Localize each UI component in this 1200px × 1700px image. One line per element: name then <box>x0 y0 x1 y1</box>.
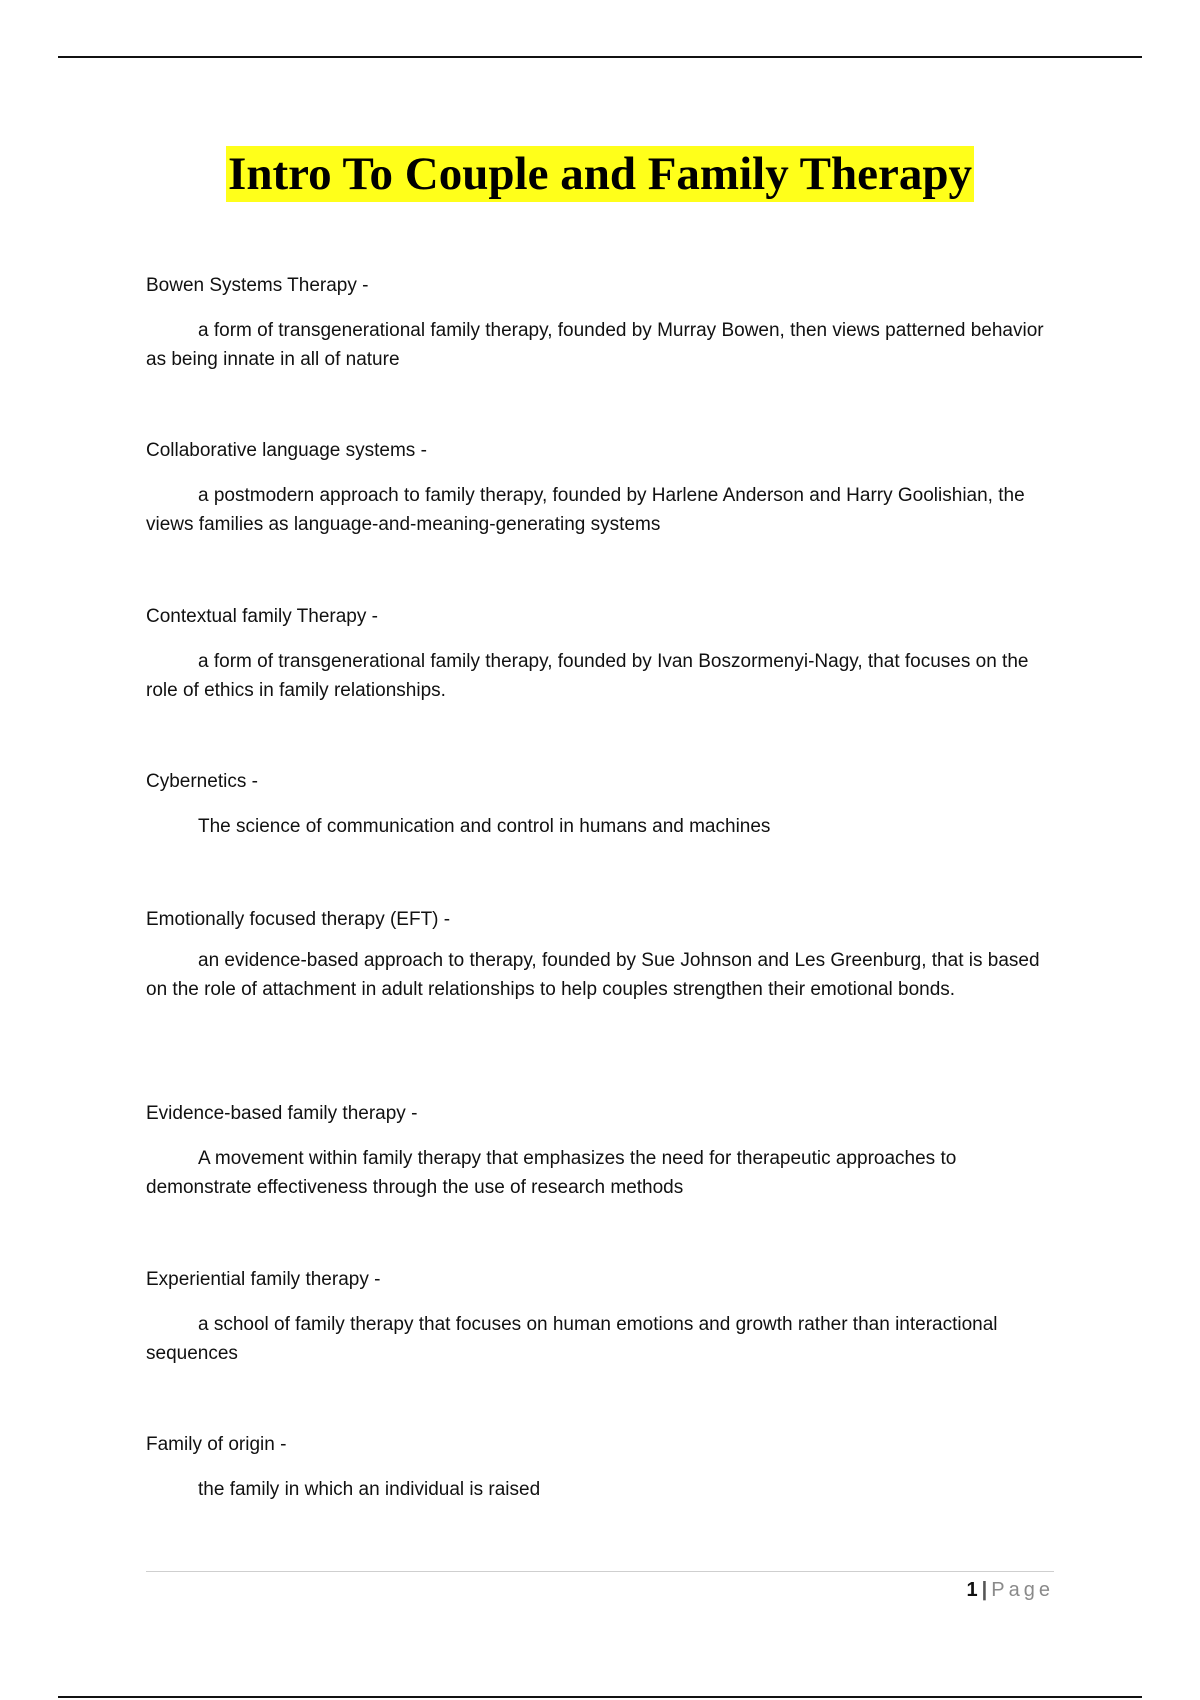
page-label: Page <box>991 1579 1054 1601</box>
entry-term: Bowen Systems Therapy - <box>146 275 369 296</box>
page-footer <box>967 1576 1054 1604</box>
entry-definition: a form of transgenerational family therapy, founded by Murray Bowen, then views patterned behavior as being innate in all of nature <box>146 320 1044 370</box>
title-container <box>0 146 1200 202</box>
glossary-entry <box>146 603 1056 768</box>
glossary-entry <box>146 437 1056 603</box>
glossary-entry <box>146 906 1056 1100</box>
glossary-entry <box>146 1266 1056 1431</box>
glossary-entry <box>146 272 1056 437</box>
bottom-border-rule <box>58 1696 1142 1698</box>
footer-divider <box>146 1571 1054 1572</box>
entry-definition: a postmodern approach to family therapy, founded by Harlene Anderson and Harry Goolishian, the views families as language-and-meaning-generating systems <box>146 485 1025 535</box>
entry-term: Experiential family therapy - <box>146 1269 381 1290</box>
page-number: 1 <box>966 1579 978 1601</box>
entry-term: Collaborative language systems - <box>146 440 427 461</box>
entry-definition: the family in which an individual is raised <box>198 1479 541 1500</box>
entry-term: Evidence-based family therapy - <box>146 1103 418 1124</box>
entry-definition: A movement within family therapy that emphasizes the need for therapeutic approaches to demonstrate effectiveness through the use of research methods <box>146 1148 957 1198</box>
entry-term: Cybernetics - <box>146 771 258 792</box>
entry-term: Contextual family Therapy - <box>146 606 378 627</box>
glossary-entry <box>146 1431 1056 1504</box>
top-border-rule <box>58 56 1142 58</box>
entry-term: Family of origin - <box>146 1434 287 1455</box>
document-title: Intro To Couple and Family Therapy <box>228 148 972 200</box>
entry-definition: a form of transgenerational family therapy, founded by Ivan Boszormenyi-Nagy, that focuses on the role of ethics in family relationships. <box>146 651 1029 701</box>
entry-definition: a school of family therapy that focuses on human emotions and growth rather than interactional sequences <box>146 1314 998 1364</box>
footer-separator: | <box>981 1579 988 1601</box>
entry-definition: an evidence-based approach to therapy, founded by Sue Johnson and Les Greenburg, that is based on the role of attachment in adult relationships to help couples strengthen their emotional bonds. <box>146 950 1040 1000</box>
glossary-content <box>146 272 1056 1504</box>
glossary-entry <box>146 768 1056 906</box>
entry-definition: The science of communication and control in humans and machines <box>198 816 771 837</box>
glossary-entry <box>146 1100 1056 1266</box>
entry-term: Emotionally focused therapy (EFT) - <box>146 909 451 930</box>
